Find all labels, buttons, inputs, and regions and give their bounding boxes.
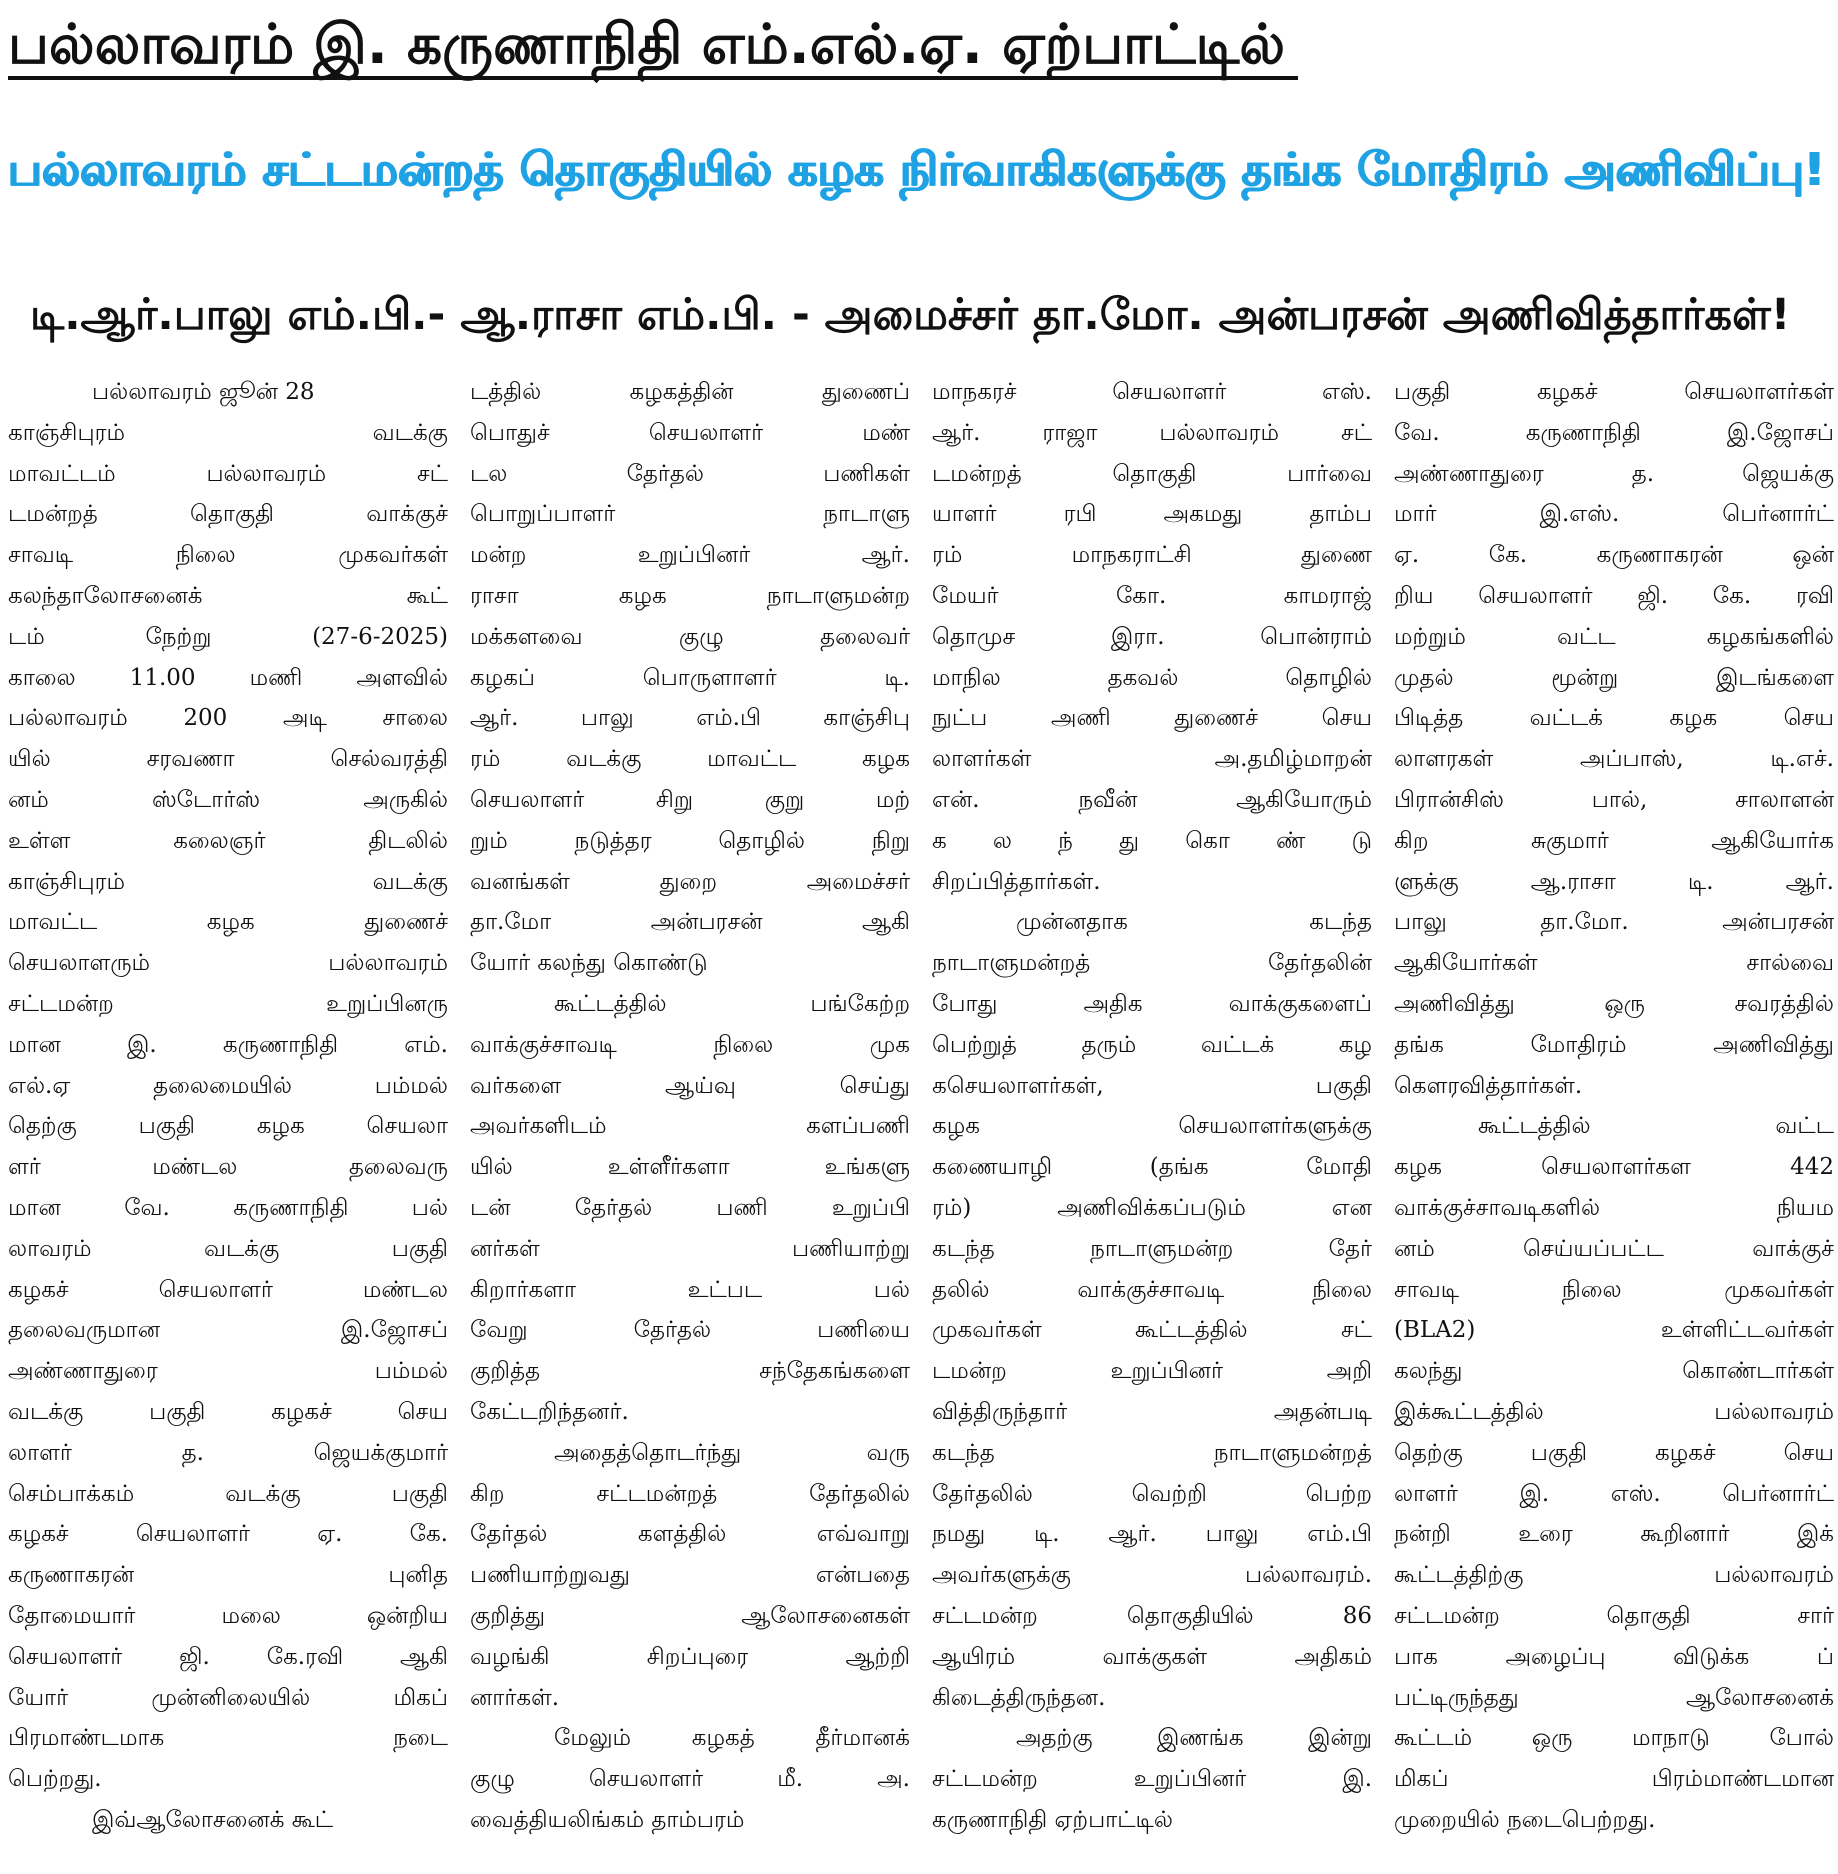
body-line: மேயர் கோ. காமராஜ்: [932, 582, 1372, 609]
article-body: [8, 372, 1834, 1872]
body-line: யோர் கலந்து கொண்டு: [470, 950, 708, 977]
body-line: லாளர் த. ஜெயக்குமார்: [8, 1439, 448, 1466]
body-line: குழு செயலாளர் மீ. அ.: [470, 1766, 910, 1793]
body-line: மக்களவை குழு தலைவர்: [470, 623, 910, 650]
body-line: மாவட்ட கழக துணைச்: [8, 909, 448, 936]
body-line: ரம் வடக்கு மாவட்ட கழக: [470, 746, 910, 773]
body-column-3: [932, 372, 1372, 1872]
body-line: பணியாற்றுவது என்பதை: [470, 1562, 910, 1589]
body-line: தேர்தல் களத்தில் எவ்வாறு: [470, 1521, 910, 1548]
body-line: கிறார்களா உட்பட பல்: [470, 1276, 910, 1303]
article-headline: பல்லாவரம் சட்டமன்றத் தொகுதியில் கழக நிர்வாகிகளுக்கு தங்க மோதிரம் அணிவிப்பு!: [8, 143, 1826, 196]
body-line: டமன்றத் தொகுதி வாக்குச்: [8, 501, 448, 528]
body-column-1: [8, 372, 448, 1872]
body-line: வேறு தேர்தல் பணியை: [470, 1317, 910, 1344]
body-line: பாலு தா.மோ. அன்பரசன்: [1394, 909, 1834, 936]
body-line: சிறப்பித்தார்கள்.: [932, 868, 1101, 895]
body-line: கடந்த நாடாளுமன்ற தேர்: [932, 1235, 1372, 1262]
body-line: லாளர்கள் அ.தமிழ்மாறன்: [932, 746, 1372, 773]
body-column-2: [470, 372, 910, 1872]
body-line: பாக அழைப்பு விடுக்க ப்: [1394, 1643, 1834, 1670]
body-line: கூட்டம் ஒரு மாநாடு போல்: [1394, 1725, 1834, 1752]
body-line: வடக்கு பகுதி கழகச் செய: [8, 1398, 448, 1425]
body-line: செம்பாக்கம் வடக்கு பகுதி: [8, 1480, 448, 1507]
body-line: மார் இ.எஸ். பெர்னார்ட்: [1394, 501, 1834, 528]
body-column-4: [1394, 372, 1834, 1872]
body-line: காஞ்சிபுரம் வடக்கு: [8, 419, 448, 446]
body-line: கழகச் செயலாளர் ஏ. கே.: [8, 1521, 448, 1548]
body-line: கிற சட்டமன்றத் தேர்தலில்: [470, 1480, 910, 1507]
body-line: னம் செய்யப்பட்ட வாக்குச்: [1394, 1235, 1834, 1262]
article-kicker: பல்லாவரம் இ. கருணாநிதி எம்.எல்.ஏ. ஏற்பாட்டில்: [8, 14, 1298, 80]
body-line: மாநில தகவல் தொழில்: [932, 664, 1372, 691]
body-line: ளுக்கு ஆ.ராசா டி. ஆர்.: [1394, 868, 1834, 895]
body-line: கூட்டத்தில் வட்ட: [1478, 1113, 1834, 1140]
body-line: ஆர். பாலு எம்.பி காஞ்சிபு: [470, 705, 910, 732]
body-line: மிகப் பிரம்மாண்டமான: [1394, 1766, 1834, 1793]
body-line: ஏ. கே. கருணாகரன் ஒன்: [1394, 542, 1834, 569]
article-subheadline: டி.ஆர்.பாலு எம்.பி.- ஆ.ராசா எம்.பி. - அமைச்சர் தா.மோ. அன்பரசன் அணிவித்தார்கள்!: [30, 290, 1791, 340]
body-line: இக்கூட்டத்தில் பல்லாவரம்: [1394, 1398, 1834, 1425]
body-line: கருணாநிதி ஏற்பாட்டில்: [932, 1806, 1173, 1833]
body-line: பல்லாவரம் ஜூன் 28: [92, 379, 315, 405]
body-line: கசெயலாளர்கள், பகுதி: [932, 1072, 1372, 1099]
body-line: முறையில் நடைபெற்றது.: [1394, 1806, 1656, 1833]
body-line: தா.மோ அன்பரசன் ஆகி: [470, 909, 910, 936]
body-line: குறித்த சந்தேகங்களை: [470, 1358, 910, 1385]
body-line: அண்ணாதுரை பம்மல்: [8, 1358, 448, 1385]
body-line: குறித்து ஆலோசனைகள்: [470, 1602, 910, 1629]
body-line: வாக்குச்சாவடி நிலை முக: [470, 1031, 910, 1058]
body-line: னார்கள்.: [470, 1684, 560, 1711]
body-line: கழகச் செயலாளர் மண்டல: [8, 1276, 448, 1303]
body-line: பல்லாவரம் 200 அடி சாலை: [8, 705, 448, 732]
body-line: சாவடி நிலை முகவர்கள்: [1394, 1276, 1834, 1303]
body-line: ஆகியோர்கள் சால்வை: [1394, 950, 1834, 977]
body-line: நன்றி உரை கூறினார் இக்: [1394, 1521, 1834, 1548]
body-line: செயலாளர் சிறு குறு மற்: [470, 786, 910, 813]
body-line: செயலாளர் ஜி. கே.ரவி ஆகி: [8, 1643, 448, 1670]
body-line: கருணாகரன் புனித: [8, 1562, 448, 1589]
body-line: (BLA2) உள்ளிட்டவர்கள்: [1394, 1317, 1834, 1344]
body-line: கழகப் பொருளாளர் டி.: [470, 664, 910, 691]
body-line: மேலும் கழகத் தீர்மானக்: [554, 1725, 910, 1752]
body-line: முன்னதாக கடந்த: [1016, 909, 1372, 936]
body-line: டம் நேற்று (27-6-2025): [8, 623, 448, 650]
body-line: ராசா கழக நாடாளுமன்ற: [470, 582, 910, 609]
body-line: மற்றும் வட்ட கழகங்களில்: [1394, 623, 1834, 650]
body-line: கௌரவித்தார்கள்.: [1394, 1072, 1583, 1099]
body-line: பிரான்சிஸ் பால், சாலாளன்: [1394, 786, 1834, 813]
body-line: மாநகரச் செயலாளர் எஸ்.: [932, 379, 1372, 405]
body-line: டமன்ற உறுப்பினர் அறி: [932, 1358, 1372, 1385]
body-line: லாவரம் வடக்கு பகுதி: [8, 1235, 448, 1262]
body-line: சட்டமன்ற உறுப்பினரு: [8, 990, 448, 1017]
body-line: சட்டமன்ற தொகுதியில் 86: [932, 1602, 1372, 1629]
body-line: ஆர். ராஜா பல்லாவரம் சட்: [932, 419, 1372, 446]
body-line: க ல ந் து கொ ண் டு: [932, 827, 1372, 854]
body-line: செயலாளரும் பல்லாவரம்: [8, 950, 448, 977]
body-line: னர்கள் பணியாற்று: [470, 1235, 910, 1262]
body-line: மன்ற உறுப்பினர் ஆர்.: [470, 542, 910, 569]
body-line: டமன்றத் தொகுதி பார்வை: [932, 460, 1372, 487]
body-line: என். நவீன் ஆகியோரும்: [932, 786, 1372, 813]
body-line: றிய செயலாளர் ஜி. கே. ரவி: [1394, 582, 1834, 609]
body-line: உள்ள கலைஞர் திடலில்: [8, 827, 448, 854]
body-line: காஞ்சிபுரம் வடக்கு: [8, 868, 448, 895]
body-line: கலந்து கொண்டார்கள்: [1394, 1358, 1834, 1385]
body-line: கணையாழி (தங்க மோதி: [932, 1154, 1372, 1181]
body-line: அவர்களுக்கு பல்லாவரம்.: [932, 1562, 1372, 1589]
body-line: வித்திருந்தார் அதன்படி: [932, 1398, 1372, 1425]
body-line: வைத்தியலிங்கம் தாம்பரம்: [470, 1806, 745, 1833]
body-line: ரம் மாநகராட்சி துணை: [932, 542, 1372, 569]
body-line: எல்.ஏ தலைமையில் பம்மல்: [8, 1072, 448, 1099]
body-line: தலைவருமான இ.ஜோசப்: [8, 1317, 448, 1344]
body-line: சட்டமன்ற உறுப்பினர் இ.: [932, 1766, 1372, 1793]
body-line: அதற்கு இணங்க இன்று: [1016, 1725, 1372, 1752]
body-line: சாவடி நிலை முகவர்கள்: [8, 542, 448, 569]
body-line: முதல் மூன்று இடங்களை: [1394, 664, 1834, 691]
body-line: பட்டிருந்தது ஆலோசனைக்: [1394, 1684, 1834, 1711]
body-line: மாவட்டம் பல்லாவரம் சட்: [8, 460, 448, 487]
body-line: கிற சுகுமார் ஆகியோர்க: [1394, 827, 1834, 854]
body-line: ளர் மண்டல தலைவரு: [8, 1154, 448, 1181]
body-line: பொறுப்பாளர் நாடாளு: [470, 501, 910, 528]
body-line: மான வே. கருணாநிதி பல்: [8, 1194, 448, 1221]
body-line: தொமுச இரா. பொன்ராம்: [932, 623, 1372, 650]
body-line: வாக்குச்சாவடிகளில் நியம: [1394, 1194, 1834, 1221]
body-line: யோர் முன்னிலையில் மிகப்: [8, 1684, 448, 1711]
body-line: தங்க மோதிரம் அணிவித்து: [1394, 1031, 1834, 1058]
body-line: அணிவித்து ஒரு சவரத்தில்: [1394, 990, 1834, 1017]
body-line: கடந்த நாடாளுமன்றத்: [932, 1439, 1372, 1466]
body-line: தலில் வாக்குச்சாவடி நிலை: [932, 1276, 1372, 1303]
body-line: நுட்ப அணி துணைச் செய: [932, 705, 1372, 732]
body-line: போது அதிக வாக்குகளைப்: [932, 990, 1372, 1017]
body-line: காலை 11.00 மணி அளவில்: [8, 664, 448, 691]
body-line: டன் தேர்தல் பணி உறுப்பி: [470, 1194, 910, 1221]
body-line: பொதுச் செயலாளர் மண்: [470, 419, 910, 446]
body-line: அண்ணாதுரை த. ஜெயக்கு: [1394, 460, 1834, 487]
body-line: கலந்தாலோசனைக் கூட்: [8, 582, 448, 609]
body-line: தேர்தலில் வெற்றி பெற்ற: [932, 1480, 1372, 1507]
body-line: கிடைத்திருந்தன.: [932, 1684, 1106, 1711]
body-line: யில் உள்ளீர்களா உங்களு: [470, 1154, 910, 1181]
body-line: அதைத்தொடர்ந்து வரு: [554, 1439, 910, 1466]
body-line: யாளர் ரபி அகமது தாம்ப: [932, 501, 1372, 528]
body-line: வனங்கள் துறை அமைச்சர்: [470, 868, 910, 895]
body-line: மான இ. கருணாநிதி எம்.: [8, 1031, 448, 1058]
body-line: லாளர் இ. எஸ். பெர்னார்ட்: [1394, 1480, 1834, 1507]
body-line: பெற்றது.: [8, 1766, 102, 1793]
body-line: கழக செயலாளர்களுக்கு: [932, 1113, 1372, 1140]
body-line: றும் நடுத்தர தொழில் நிறு: [470, 827, 910, 854]
body-line: அவர்களிடம் களப்பணி: [470, 1113, 910, 1140]
body-line: பிடித்த வட்டக் கழக செய: [1394, 705, 1834, 732]
body-line: டத்தில் கழகத்தின் துணைப்: [470, 379, 910, 405]
body-line: கேட்டறிந்தனர்.: [470, 1398, 629, 1425]
body-line: இவ்ஆலோசனைக் கூட்: [92, 1806, 334, 1833]
body-line: நமது டி. ஆர். பாலு எம்.பி: [932, 1521, 1372, 1548]
body-line: பெற்றுத் தரும் வட்டக் கழ: [932, 1031, 1372, 1058]
body-line: லாளரகள் அப்பாஸ், டி.எச்.: [1394, 746, 1834, 773]
body-line: கூட்டத்தில் பங்கேற்ற: [554, 990, 910, 1017]
body-line: தெற்கு பகுதி கழக செயலா: [8, 1113, 448, 1140]
body-line: சட்டமன்ற தொகுதி சார்: [1394, 1602, 1834, 1629]
body-line: பிரமாண்டமாக நடை: [8, 1725, 448, 1752]
body-line: டல தேர்தல் பணிகள்: [470, 460, 910, 487]
body-line: ரம்) அணிவிக்கப்படும் என: [932, 1194, 1372, 1221]
body-line: பகுதி கழகச் செயலாளர்கள்: [1394, 379, 1834, 405]
body-line: ஆயிரம் வாக்குகள் அதிகம்: [932, 1643, 1372, 1670]
body-line: கழக செயலாளர்கள 442: [1394, 1154, 1834, 1181]
body-line: வழங்கி சிறப்புரை ஆற்றி: [470, 1643, 910, 1670]
body-line: யில் சரவணா செல்வரத்தி: [8, 746, 448, 773]
body-line: தெற்கு பகுதி கழகச் செய: [1394, 1439, 1834, 1466]
body-line: தோமையார் மலை ஒன்றிய: [8, 1602, 448, 1629]
body-line: முகவர்கள் கூட்டத்தில் சட்: [932, 1317, 1372, 1344]
body-line: வர்களை ஆய்வு செய்து: [470, 1072, 910, 1099]
body-line: வே. கருணாநிதி இ.ஜோசப்: [1394, 419, 1834, 446]
body-line: நாடாளுமன்றத் தேர்தலின்: [932, 950, 1372, 977]
body-line: னம் ஸ்டோர்ஸ் அருகில்: [8, 786, 448, 813]
body-line: கூட்டத்திற்கு பல்லாவரம்: [1394, 1562, 1834, 1589]
